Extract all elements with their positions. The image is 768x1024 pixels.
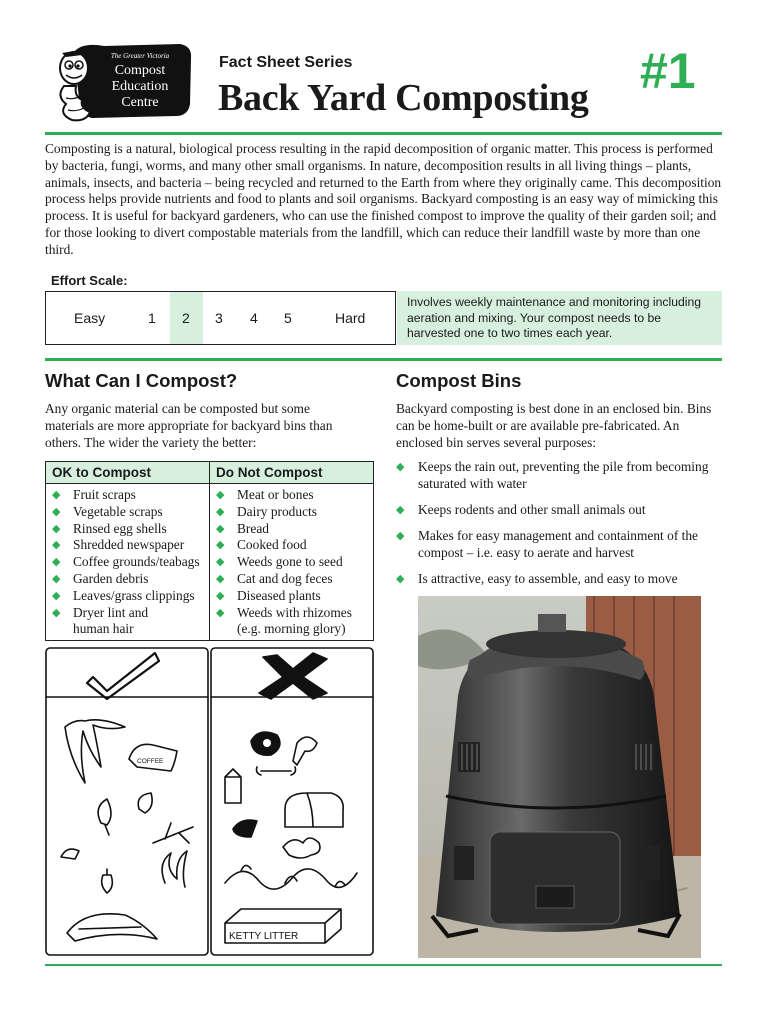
svg-text:Compost: Compost (114, 63, 166, 78)
ok-header: OK to Compost (52, 465, 151, 480)
list-item: ◆ Garden debris (52, 570, 149, 586)
footer-divider (45, 964, 722, 966)
diamond-bullet-icon: ◆ (216, 505, 225, 518)
diamond-bullet-icon: ◆ (52, 489, 61, 501)
diamond-bullet-icon: ◆ (52, 505, 61, 518)
list-item: ◆ Coffee grounds/teabags (52, 554, 200, 570)
effort-hard-label: Hard (335, 310, 366, 326)
list-item: ◆ Dryer lint and human hair (52, 604, 149, 637)
effort-level-2: 2 (182, 310, 190, 326)
eggshell-icon (61, 849, 79, 859)
sheet-number: #1 (640, 43, 696, 99)
svg-text:Education: Education (111, 79, 169, 94)
compost-bin-photo (418, 596, 701, 958)
list-item: ◆ Fruit scraps (52, 487, 136, 502)
list-item: ◆ Bread (216, 520, 269, 536)
bin-benefit-item: ◆ Makes for easy management and containment of the compost – i.e. easy to aerate and harvest (396, 528, 698, 560)
not-list (210, 487, 374, 638)
list-item: ◆ Vegetable scraps (52, 503, 163, 519)
effort-note: Involves weekly maintenance and monitoring including aeration and mixing. Your compost needs to be harvested one to two times each year. (397, 291, 722, 345)
svg-text:Centre: Centre (121, 95, 159, 110)
svg-text:The Greater Victoria: The Greater Victoria (110, 52, 170, 60)
list-item: ◆ Rinsed egg shells (52, 520, 167, 536)
ok-list (46, 487, 209, 638)
grass-icon (162, 851, 187, 887)
checkmark-icon (87, 653, 159, 699)
page-title: Back Yard Composting (218, 77, 589, 119)
effort-easy-label: Easy (74, 310, 106, 326)
intro-paragraph: Composting is a natural, biological process resulting in the rapid decomposition of organic matter. This process is performed by bacteria, fungi, worms, and many other small organisms. In nature, decomposition results in all living things – plants, animals, insects, and bacteria – being recycled and returned to the Earth from where they originally came. This decomposition process helps provide nutrients and food to plants and soil organisms. Backyard composting is an easy way of mimicking this process. It is useful for backyard gardeners, who can use the finished compost to improve the quality of their garden soil; and for those looking to divert compostable materials from the landfill, which can reduce their landfill waste by more than one third. (45, 141, 722, 257)
diamond-bullet-icon: ◆ (216, 572, 225, 585)
not-header: Do Not Compost (216, 465, 323, 480)
bread-icon (285, 793, 343, 827)
diamond-bullet-icon: ◆ (396, 530, 405, 542)
list-item: ◆ Leaves/grass clippings (52, 587, 195, 603)
effort-level-3: 3 (215, 310, 223, 326)
diamond-bullet-icon: ◆ (396, 573, 405, 585)
list-item: ◆ Diseased plants (216, 587, 321, 603)
effort-level-5: 5 (284, 310, 292, 326)
list-item: ◆ Dairy products (216, 503, 317, 519)
peel-icon (65, 720, 125, 783)
diamond-bullet-icon: ◆ (216, 589, 225, 602)
header-divider (45, 132, 722, 135)
diamond-bullet-icon: ◆ (216, 522, 225, 535)
list-item: ◆ Cooked food (216, 537, 307, 553)
diamond-bullet-icon: ◆ (216, 539, 225, 552)
milk-carton-icon (225, 769, 241, 803)
cheese-icon (233, 820, 257, 837)
ok-panel-frame (46, 648, 208, 955)
effort-scale-label: Effort Scale: (51, 273, 128, 288)
section-divider (45, 358, 722, 361)
diamond-bullet-icon: ◆ (52, 606, 61, 619)
compost-bins-paragraph: Backyard composting is best done in an enclosed bin. Bins can be home-built or are available pre-fabricated. An enclosed bin serves several purposes: (396, 401, 712, 450)
compost-bins-heading: Compost Bins (396, 370, 522, 391)
cross-icon (259, 653, 327, 699)
list-item: ◆ Weeds with rhizomes (e.g. morning glory) (216, 604, 352, 637)
compost-table (45, 461, 374, 641)
leaf-icon (98, 799, 111, 835)
what-can-paragraph: Any organic material can be composted but some materials are more appropriate for backyard bins than others. The wider the variety the better: (45, 401, 333, 450)
svg-text:KETTY LITTER: KETTY LITTER (229, 931, 299, 942)
diamond-bullet-icon: ◆ (52, 539, 61, 552)
diamond-bullet-icon: ◆ (396, 461, 405, 473)
list-item: ◆ Shredded newspaper (52, 537, 185, 553)
bin-benefit-item: ◆ Keeps rodents and other small animals out (396, 502, 646, 517)
list-item: ◆ Meat or bones (216, 487, 314, 502)
apple-core-icon (102, 869, 113, 893)
rhizome-vine-icon (225, 865, 357, 889)
effort-level-1: 1 (148, 310, 156, 326)
newspaper-icon (67, 914, 157, 941)
list-item: ◆ Weeds gone to seed (216, 554, 343, 570)
bin-benefit-item: ◆ Is attractive, easy to assemble, and easy to move (396, 571, 678, 586)
leaf-icon (138, 793, 152, 813)
list-item: ◆ Cat and dog feces (216, 570, 333, 586)
diamond-bullet-icon: ◆ (52, 556, 61, 569)
flower-weed-icon (283, 838, 320, 858)
bin-benefit-item: ◆ Keeps the rain out, preventing the pile from becoming saturated with water (396, 459, 709, 491)
bone-icon (257, 767, 296, 775)
diamond-bullet-icon: ◆ (52, 589, 61, 602)
diamond-bullet-icon: ◆ (52, 522, 61, 535)
svg-text:COFFEE: COFFEE (137, 758, 164, 765)
compost-centre-logo (52, 38, 194, 124)
twig-icon (153, 823, 193, 843)
effort-level-4: 4 (250, 310, 258, 326)
drumstick-icon (293, 737, 317, 765)
diamond-bullet-icon: ◆ (216, 556, 225, 569)
diamond-bullet-icon: ◆ (216, 489, 225, 501)
compost-illustration (45, 647, 374, 957)
series-label: Fact Sheet Series (219, 54, 353, 71)
effort-scale (45, 291, 396, 345)
diamond-bullet-icon: ◆ (396, 504, 405, 516)
what-can-heading: What Can I Compost? (45, 370, 238, 391)
diamond-bullet-icon: ◆ (216, 606, 225, 619)
diamond-bullet-icon: ◆ (52, 572, 61, 585)
